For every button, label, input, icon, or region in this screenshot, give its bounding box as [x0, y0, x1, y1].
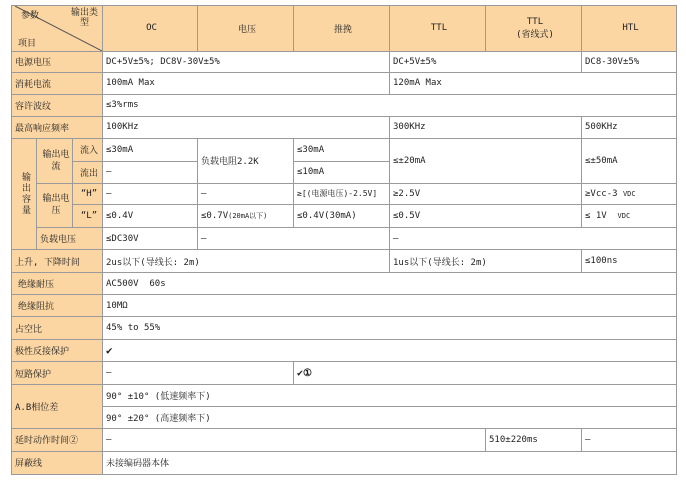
- cell-value: —: [198, 228, 390, 250]
- low-label: “L”: [73, 205, 103, 228]
- cell-value: ≤0.4V: [103, 205, 198, 228]
- cell-value: ≤30mA: [294, 138, 390, 161]
- cell-value: ≤3%rms: [103, 94, 677, 116]
- row-label: 电源电压: [12, 51, 103, 72]
- cell-value: 100KHz: [103, 116, 390, 138]
- header-htl: HTL: [582, 6, 677, 52]
- row-label: 最高响应频率: [12, 116, 103, 138]
- cell-value: ≤30mA: [103, 138, 198, 161]
- corner-param-label: 参数: [21, 11, 40, 21]
- cell-value: DC+5V±5%; DC8V-30V±5%: [103, 51, 390, 72]
- cell-value: ≥Vcc-3 VDC: [582, 183, 677, 205]
- cell-value: ≥[(电源电压)-2.5V]: [294, 183, 390, 205]
- row-label: 短路保护: [12, 362, 103, 385]
- table-row: [12, 183, 677, 205]
- cell-value: DC8-30V±5%: [582, 51, 677, 72]
- header-push-pull: 推挽: [294, 6, 390, 52]
- row-label: 延时动作时间②: [12, 428, 103, 451]
- cell-value: —: [103, 428, 486, 451]
- table-row: [12, 340, 677, 362]
- cell-value: 120mA Max: [390, 72, 677, 94]
- cell-value: 90° ±20° (高速频率下): [103, 406, 677, 428]
- cell-value: 90° ±10° (低速频率下): [103, 384, 677, 406]
- table-row: [12, 362, 677, 385]
- header-row: [12, 6, 677, 52]
- high-label: “H”: [73, 183, 103, 205]
- row-label: 上升, 下降时间: [12, 250, 103, 273]
- table-row: [12, 138, 677, 161]
- corner-cell: [12, 6, 103, 52]
- header-ttl: TTL: [390, 6, 486, 52]
- cell-value: 1us以下(导线长: 2m): [390, 250, 582, 273]
- cell-value: 未接编码器本体: [103, 451, 677, 474]
- table-row: [12, 72, 677, 94]
- cell-value: 10MΩ: [103, 295, 677, 317]
- spec-table: [11, 5, 677, 475]
- row-label: 绝缘耐压: [12, 273, 103, 295]
- cell-value: ≤DC30V: [103, 228, 198, 250]
- corner-item-label: 项目: [18, 38, 37, 49]
- table-row: [12, 250, 677, 273]
- check-icon: ✔: [103, 340, 677, 362]
- row-label: 极性反接保护: [12, 340, 103, 362]
- table-row: [12, 406, 677, 428]
- table-row: [12, 317, 677, 340]
- cell-value: —: [103, 183, 198, 205]
- cell-value: ≤0.7V(20mA以下): [198, 205, 294, 228]
- cell-value: ≤100ns: [582, 250, 677, 273]
- cell-value: 负载电阻2.2K: [198, 138, 294, 183]
- row-label: 占空比: [12, 317, 103, 340]
- cell-value: 500KHz: [582, 116, 677, 138]
- cell-value: 100mA Max: [103, 72, 390, 94]
- cell-value: DC+5V±5%: [390, 51, 582, 72]
- row-label: 绝缘阻抗: [12, 295, 103, 317]
- cell-value: 300KHz: [390, 116, 582, 138]
- cell-value: —: [198, 183, 294, 205]
- table-row: [12, 428, 677, 451]
- output-capacity-label: 输出容量: [12, 138, 37, 250]
- output-voltage-label: 输出电压: [37, 183, 73, 228]
- cell-value: ≥2.5V: [390, 183, 582, 205]
- cell-value: —: [103, 362, 294, 385]
- cell-value: —: [582, 428, 677, 451]
- row-label: 容许波纹: [12, 94, 103, 116]
- cell-value: —: [390, 228, 677, 250]
- header-ttl-lite: TTL (省线式): [486, 6, 582, 52]
- table-row: [12, 384, 677, 406]
- cell-value: ≤±20mA: [390, 138, 582, 183]
- table-row: [12, 116, 677, 138]
- table-row: [12, 205, 677, 228]
- source-label: 流出: [73, 161, 103, 183]
- output-current-label: 输出电流: [37, 138, 73, 183]
- load-voltage-label: 负载电压: [37, 228, 103, 250]
- table-row: [12, 273, 677, 295]
- header-oc: OC: [103, 6, 198, 52]
- row-label: 消耗电流: [12, 72, 103, 94]
- table-row: [12, 51, 677, 72]
- cell-value: 510±220ms: [486, 428, 582, 451]
- cell-value: ≤±50mA: [582, 138, 677, 183]
- check-icon: ✔①: [294, 362, 677, 385]
- corner-output-type-label: 输出类 型: [71, 8, 99, 28]
- cell-value: AC500V 60s: [103, 273, 677, 295]
- table-row: [12, 228, 677, 250]
- cell-value: 2us以下(导线长: 2m): [103, 250, 390, 273]
- table-row: [12, 451, 677, 474]
- cell-value: ≤0.5V: [390, 205, 582, 228]
- header-voltage: 电压: [198, 6, 294, 52]
- row-label: A.B相位差: [12, 384, 103, 428]
- table-row: [12, 94, 677, 116]
- table-row: [12, 295, 677, 317]
- cell-value: 45% to 55%: [103, 317, 677, 340]
- cell-value: ≤10mA: [294, 161, 390, 183]
- sink-label: 流入: [73, 138, 103, 161]
- row-label: 屏蔽线: [12, 451, 103, 474]
- cell-value: ≤ 1V VDC: [582, 205, 677, 228]
- cell-value: ≤0.4V(30mA): [294, 205, 390, 228]
- cell-value: —: [103, 161, 198, 183]
